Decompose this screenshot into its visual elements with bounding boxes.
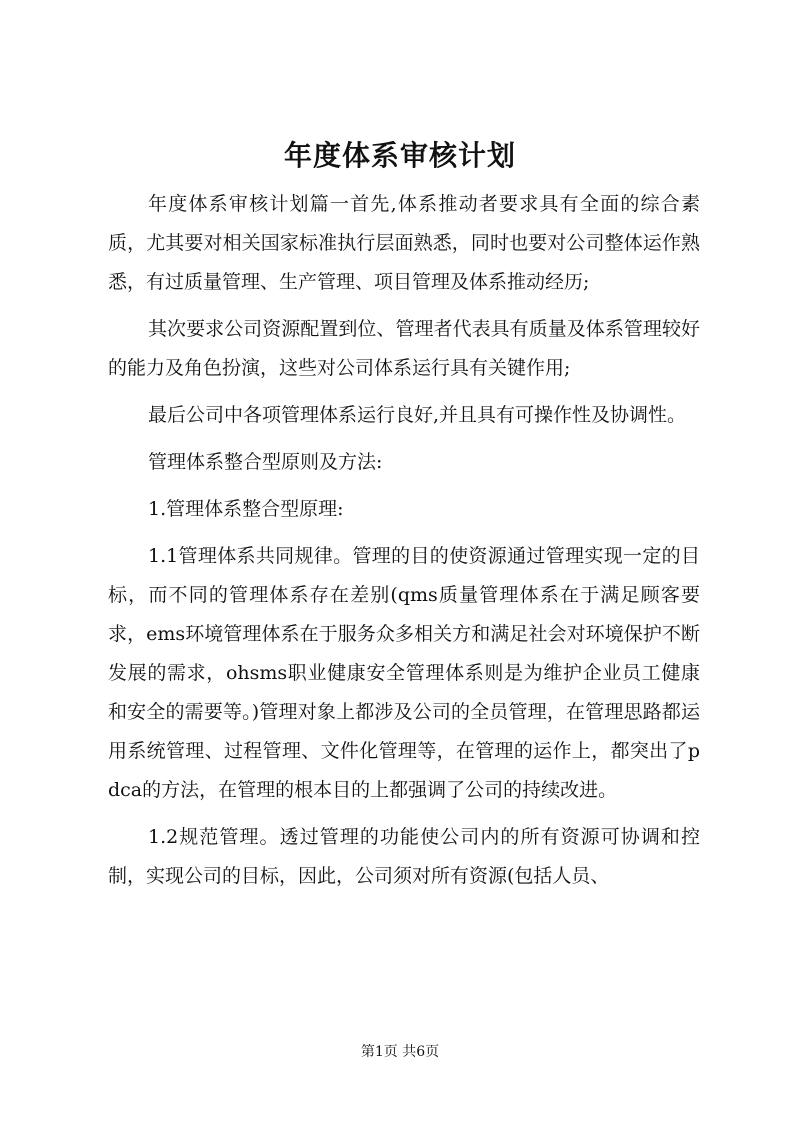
- paragraph: 年度体系审核计划篇一首先,体系推动者要求具有全面的综合素质，尤其要对相关国家标准执行层面熟悉，同时也要对公司整体运作熟悉，有过质量管理、生产管理、项目管理及体系推动经历;: [108, 193, 700, 293]
- paragraph: 其次要求公司资源配置到位、管理者代表具有质量及体系管理较好的能力及角色扮演，这些对公司体系运行具有关键作用;: [108, 318, 700, 379]
- page-footer: 第1页 共6页: [360, 1044, 440, 1060]
- paragraph: 1.管理体系整合型原理:: [148, 498, 344, 520]
- paragraph: 管理体系整合型原则及方法:: [148, 451, 383, 473]
- document-title: 年度体系审核计划: [283, 139, 516, 172]
- paragraph: 1.2规范管理。透过管理的功能使公司内的所有资源可协调和控制，实现公司的目标，因此，公司须对所有资源(包括人员、: [108, 826, 700, 887]
- document-body: [108, 185, 700, 904]
- paragraph: 最后公司中各项管理体系运行良好,并且具有可操作性及协调性。: [148, 404, 687, 426]
- paragraph: 1.1管理体系共同规律。管理的目的使资源通过管理实现一定的目标，而不同的管理体系存在差别(qms质量管理体系在于满足顾客要求，ems环境管理体系在于服务众多相关方和满足社会对环境保护不断发展的需求，ohsms职业健康安全管理体系则是为维护企业员工健康和安全的需要等。)管理对象上都涉及公司的全员管理，在管理思路都运用系统管理、过程管理、文件化管理等，在管理的运作上，都突出了pdca的方法，在管理的根本目的上都强调了公司的持续改进。: [108, 545, 700, 801]
